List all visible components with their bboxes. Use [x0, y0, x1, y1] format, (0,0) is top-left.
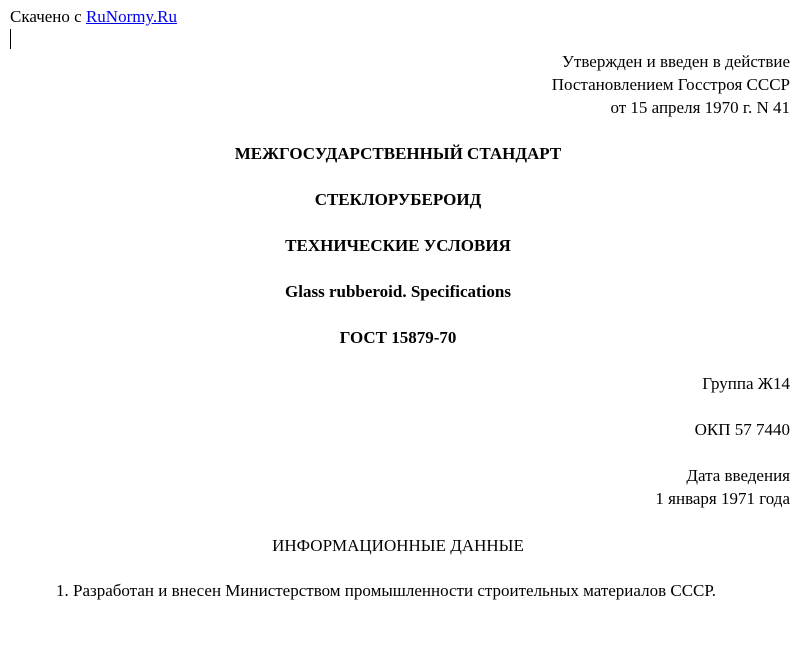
group-code: Группа Ж14: [702, 374, 790, 393]
approval-line-1: Утвержден и введен в действие: [561, 52, 790, 71]
source-prefix: Скачено с: [10, 7, 82, 26]
technical-conditions-heading: ТЕХНИЧЕСКИЕ УСЛОВИЯ: [285, 236, 511, 255]
approval-line-2: Постановлением Госстроя СССР: [551, 75, 790, 94]
text-cursor: [10, 29, 11, 49]
info-data-heading: ИНФОРМАЦИОННЫЕ ДАННЫЕ: [272, 536, 524, 555]
gost-code: ГОСТ 15879-70: [339, 328, 457, 347]
okp-code: ОКП 57 7440: [694, 420, 790, 439]
approval-line-3: от 15 апреля 1970 г. N 41: [610, 98, 790, 117]
intro-date-label: Дата введения: [686, 466, 790, 485]
english-title: Glass rubberoid. Specifications: [285, 282, 511, 301]
standard-type-heading: МЕЖГОСУДАРСТВЕННЫЙ СТАНДАРТ: [234, 144, 562, 163]
source-line: [10, 6, 177, 28]
paragraph-1: 1. Разработан и внесен Министерством промышленности строительных материалов СССР.: [56, 581, 716, 600]
intro-date-value: 1 января 1971 года: [655, 489, 790, 508]
product-name-heading: СТЕКЛОРУБЕРОИД: [314, 190, 482, 209]
runormy-link[interactable]: RuNormy.Ru: [85, 7, 177, 26]
